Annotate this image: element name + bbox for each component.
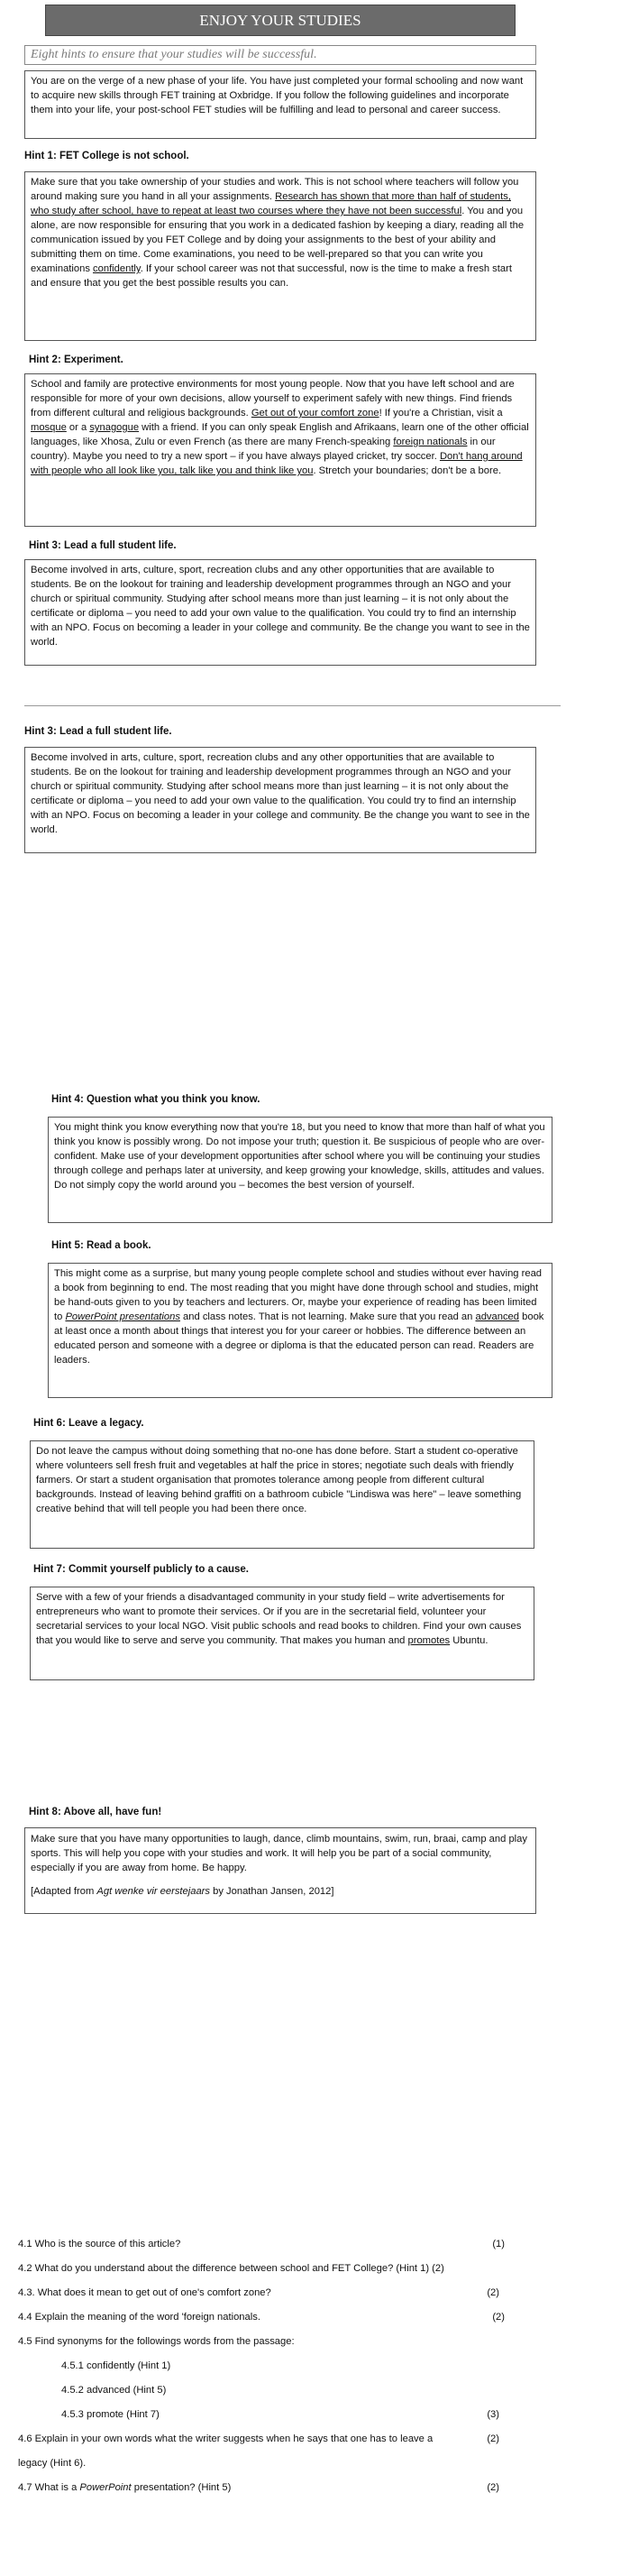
question-4-5-2: 4.5.2 advanced (Hint 5) [61, 2385, 167, 2396]
hint1-title: Hint 1: FET College is not school. [24, 151, 189, 161]
question-4-5-3: 4.5.3 promote (Hint 7) (3) [61, 2409, 499, 2420]
hint1-text: . If your school career was not that successful, now is the time to make a fresh start and ensure that you get the best possible results you can. [31, 263, 512, 289]
title-banner: ENJOY YOUR STUDIES [45, 5, 516, 36]
hint1-text: Make sure that you take ownership of your studies and work. This is not school where teachers will follow you around making sure you hand in all your assignments. [31, 177, 519, 202]
hint2-text: or a [66, 422, 90, 433]
hint3-title: Hint 3: Lead a full student life. [29, 540, 177, 551]
hint1-underline-research: Research has shown that more than half of students, who study after school, have to repeat at least two courses where they have not been successful [31, 191, 511, 216]
question-4-1: 4.1 Who is the source of this article? (1) [18, 2239, 505, 2249]
hint5-text: book at least once a month about things that interest you for your career or hobbies. The difference between an educated person and someone with a degree or diploma is that the educated person can read. Readers are leaders. [54, 1311, 544, 1366]
hint8-text: Make sure that you have many opportunities to laugh, dance, climb mountains, swim, run, braai, camp and play sports. This will help you cope with your studies and work. It will help you be part of a social community, especially if you are away from home. Be happy. [31, 1834, 527, 1873]
hint1-text: . You and you alone, are now responsible for ensuring that you work in a dedicated fashion by keeping a diary, reading all the communication issued by you FET College and by doing your assignments to the best of your ability and submitting them on time. Come examinations, you need to be well-prepared so that you can write you examinations [31, 206, 525, 274]
hint4-title: Hint 4: Question what you think you know. [51, 1094, 260, 1105]
hint1-box [24, 171, 536, 341]
source-suffix: by Jonathan Jansen, 2012] [210, 1886, 334, 1897]
hint6-title: Hint 6: Leave a legacy. [33, 1418, 144, 1429]
hint2-underline-mosque: mosque [31, 422, 67, 433]
hint2-text: with a friend. If you can only speak English and Afrikaans, learn one of the other official languages, like Xhosa, Zulu or even French (as there are many French-speaking [31, 422, 529, 447]
hint8-box [24, 1827, 536, 1914]
intro-text: You are on the verge of a new phase of your life. You have just completed your formal schooling and now want to acquire new skills through FET training at Oxbridge. If you follow the following guidelines and incorporate them into your life, your post-school FET studies will be fulfilling and lead to personal and career success. [31, 76, 524, 115]
hint5-box [48, 1263, 552, 1398]
hint2-text: School and family are protective environments for most young people. Now that you have left school and are responsible for more of your own decisions, allow yourself to experiment safely with new things. Find friends from different cultural and religious backgrounds. [31, 379, 515, 419]
section-divider [24, 705, 561, 706]
hint7-box [30, 1587, 534, 1680]
hint2-underline-synagogue: synagogue [89, 422, 140, 433]
hint7-underline-promotes: promotes [407, 1635, 451, 1646]
hint2-title: Hint 2: Experiment. [29, 354, 123, 365]
source-title: Agt wenke vir eerstejaars [96, 1886, 210, 1897]
intro-box [24, 70, 536, 139]
hint7-text: Ubuntu. [450, 1635, 488, 1646]
hint2-underline-comfort-zone: Get out of your comfort zone [251, 408, 379, 419]
hint3-box [24, 559, 536, 666]
question-4-3: 4.3. What does it mean to get out of one's comfort zone? (2) [18, 2287, 499, 2298]
question-4-6: 4.6 Explain in your own words what the writer suggests when he says that one has to leave a (2) [18, 2433, 499, 2444]
hint8-title: Hint 8: Above all, have fun! [29, 1807, 162, 1817]
hint1-underline-confidently: confidently [93, 263, 141, 274]
hint5-underline-advanced: advanced [475, 1311, 520, 1322]
hint4-box [48, 1117, 552, 1223]
hint2-underline-hang-around: Don't hang around with people who all look like you, talk like you and think like you [31, 451, 523, 476]
hint2-text: ! If you're a Christian, visit a [379, 408, 503, 419]
hint7-title: Hint 7: Commit yourself publicly to a cause. [33, 1564, 249, 1575]
hint5-text: and class notes. That is not learning. Make sure that you read an [179, 1311, 476, 1322]
hint5-title: Hint 5: Read a book. [51, 1240, 151, 1251]
question-4-2: 4.2 What do you understand about the difference between school and FET College? (Hint 1) (2) [18, 2263, 444, 2274]
hint4-text: You might think you know everything now that you're 18, but you need to know that more than half of what you think you know is possibly wrong. Do not impose your truth; question it. Be suspicious of people who are over-confident. Make use of your development opportunities after school where you will be continuing your studies through college and perhaps later at university, and keep growing your knowledge, skills, attitudes and values. Do not simply copy the world around you – becomes the best version of yourself. [54, 1122, 545, 1191]
hint6-box [30, 1440, 534, 1549]
hint3-title-repeat: Hint 3: Lead a full student life. [24, 726, 172, 737]
question-4-7: 4.7 What is a PowerPoint presentation? (Hint 5) (2) [18, 2482, 499, 2493]
hint7-text: Serve with a few of your friends a disadvantaged community in your study field – write advertisements for entrepreneurs who want to promote their services. Or if you are in the secretarial field, volunteer your secretarial services to your local NGO. Visit public schools and read books to children. Find your own causes that you would like to serve and serve you community. That makes you human and [36, 1592, 522, 1646]
hint5-text: This might come as a surprise, but many young people complete school and studies without ever having read a book from beginning to end. The most reading that you might have done through school and studies, might be hand-outs given to you by teachers and lecturers. Or, maybe your experience of reading has been limited to [54, 1268, 543, 1322]
source-prefix: [Adapted from [31, 1886, 97, 1897]
question-4-5: 4.5 Find synonyms for the followings words from the passage: [18, 2336, 295, 2347]
question-4-4: 4.4 Explain the meaning of the word 'foreign nationals. (2) [18, 2312, 505, 2323]
subtitle: Eight hints to ensure that your studies will be successful. [24, 45, 536, 65]
hint8-source [31, 1884, 530, 1899]
question-4-6-cont: legacy (Hint 6). [18, 2458, 87, 2469]
hint3-text: Become involved in arts, culture, sport, recreation clubs and any other opportunities that are available to students. Be on the lookout for training and leadership development programmes through an NGO and your church or spiritual community. Studying after school means more than just learning – it is not only about the certificate or diploma – you need to add your own value to the qualification. You could try to find an internship with an NPO. Focus on becoming a leader in your college and community. Be the change you want to see in the world. [31, 565, 530, 648]
hint2-text: in our country). Maybe you need to try a new sport – if you have always played cricket, try soccer. [31, 437, 496, 462]
hint5-underline-powerpoint: PowerPoint presentations [65, 1311, 180, 1322]
hint3-text-repeat: Become involved in arts, culture, sport, recreation clubs and any other opportunities that are available to students. Be on the lookout for training and leadership development programmes through an NGO and your church or spiritual community. Studying after school means more than just learning – it is not only about the certificate or diploma – you need to add your own value to the qualification. You could try to find an internship with an NPO. Focus on becoming a leader in your college and community. Be the change you want to see in the world. [31, 752, 530, 835]
hint3-box-repeat [24, 747, 536, 853]
question-4-5-1: 4.5.1 confidently (Hint 1) [61, 2360, 171, 2371]
hint6-text: Do not leave the campus without doing something that no-one has done before. Start a student co-operative where volunteers sell fresh fruit and vegetables at half the price in stores; negotiate such deals with friendly farmers. Or start a student organisation that promotes tolerance among people from different cultural backgrounds. Instead of leaving behind graffiti on a bathroom cubicle "Lindiswa was here" – leave something creative behind that will tell people you had been there once. [36, 1446, 522, 1514]
hint2-box [24, 373, 536, 527]
hint2-underline-foreign-nationals: foreign nationals [393, 437, 468, 447]
hint2-text: . Stretch your boundaries; don't be a bore. [313, 465, 502, 476]
